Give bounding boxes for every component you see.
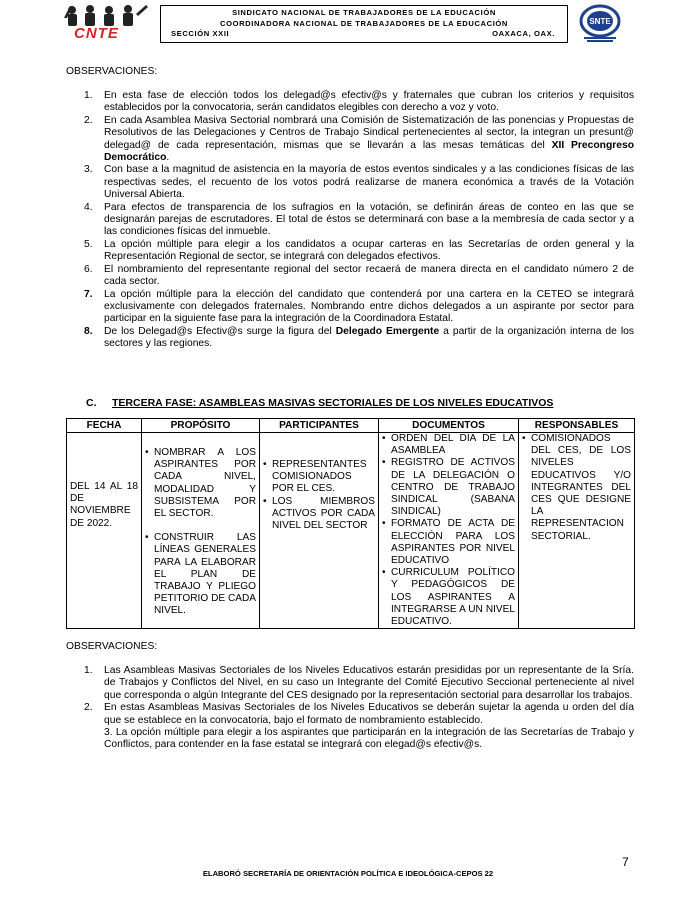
participantes-item: • LOS MIEMBROS ACTIVOS POR CADA NIVEL DEL SECTOR [263, 496, 375, 533]
phase-table [66, 418, 635, 629]
list-item: 2. En cada Asamblea Masiva Sectorial nombrará una Comisión de Sistematización de las ponencias y Propuestas de Resolutivos de las Delegaciones y Centros de Trabajo Sindical pertenecientes al sector, la integran un presunt@ delegad@ de cada representación, mismas que se llevarán a las mesas temáticas del XII Precongreso Democrático. [84, 114, 634, 164]
list-item: 1. En esta fase de elección todos los delegad@s efectiv@s y fraternales que cubran los criterios y requisitos establecidos por la convocatoria, serán candidatos elegibles con derecho a voz y voto. [84, 90, 634, 114]
cell-participantes [260, 433, 379, 629]
list-item: 6. El nombramiento del representante regional del sector recaerá de manera directa en el candidato número 2 de cada sector. [84, 263, 634, 288]
header-title-box [160, 5, 568, 43]
header-documentos: DOCUMENTOS [379, 419, 519, 433]
cell-documentos [379, 433, 519, 629]
section-c-title-text: TERCERA FASE: ASAMBLEAS MASIVAS SECTORIALES DE LOS NIVELES EDUCATIVOS [112, 397, 554, 409]
header-line-2: COORDINADORA NACIONAL DE TRABAJADORES DE LA EDUCACIÓN [219, 18, 509, 28]
table-row [67, 433, 635, 629]
list-item: 8. De los Delegad@s Efectiv@s surge la figura del Delegado Emergente a partir de la organización interna de los sectores y las regiones. [84, 325, 634, 350]
snte-logo-text: SNTE [589, 17, 611, 26]
documentos-item: • CURRICULUM POLÍTICO Y PEDAGÓGICOS DE LOS ASPIRANTES A INTEGRARSE A UN NIVEL EDUCATIVO. [382, 567, 515, 628]
section-c-title [86, 397, 553, 409]
observaciones-list-2 [66, 665, 634, 752]
observaciones-heading-1: OBSERVACIONES: [66, 66, 158, 77]
list-item: 3. Con base a la magnitud de asistencia en la mayoría de estos eventos sindicales y a las condiciones físicas de las respectivas sedes, el recuento de los votos podrá realizarse de manera económica a través de la Votación Universal Abierta. [84, 164, 634, 201]
snte-logo [578, 4, 622, 44]
header-participantes: PARTICIPANTES [260, 419, 379, 433]
observaciones-heading-2: OBSERVACIONES: [66, 641, 158, 652]
header-line-3 [161, 29, 567, 40]
list-item: 7. La opción múltiple para la elección del candidato que contenderá por una cartera en la CETEO se integrará exclusivamente con delegados fraternales. Nombrando entre dichos delegados a un aspirante por sector para participar en la siguiente fase para la integración de la Coordinadora Estatal. [84, 288, 634, 325]
list-item: 2. En estas Asambleas Masivas Sectoriales de los Niveles Educativos se deberán sujetar la agenda u orden del día que se establece en la convocatoria, bajo el formato de nombramiento establecido. [84, 702, 634, 726]
page-header [62, 4, 622, 44]
cell-proposito [142, 433, 260, 629]
page-footer: ELABORÓ SECRETARÍA DE ORIENTACIÓN POLÍTICA E IDEOLÓGICA-CEPOS 22 [202, 869, 494, 878]
cell-fecha: DEL 14 AL 18 DE NOVIEMBRE DE 2022. [67, 433, 142, 629]
cell-responsables [519, 433, 635, 629]
cnte-logo [62, 4, 152, 44]
header-proposito: PROPÓSITO [142, 419, 260, 433]
observaciones-list-1 [66, 90, 634, 351]
proposito-item: • NOMBRAR A LOS ASPIRANTES POR CADA NIVEL, MODALIDAD Y SUBSISTEMA POR EL SECTOR. [145, 447, 256, 520]
documentos-item: • REGISTRO DE ACTIVOS DE LA DELEGACIÓN O CENTRO DE TRABAJO SINDICAL (SABANA SINDICAL) [382, 457, 515, 518]
documentos-item: • FORMATO DE ACTA DE ELECCIÓN PARA LOS ASPIRANTES POR NIVEL EDUCATIVO [382, 518, 515, 567]
proposito-item: • CONSTRUIR LAS LÍNEAS GENERALES PARA LA ELABORAR EL PLAN DE TRABAJO Y PLIEGO PETITORIO DE CADA NIVEL. [145, 532, 256, 617]
participantes-item: • REPRESENTANTES COMISIONADOS POR EL CES. [263, 459, 375, 496]
table-header-row [67, 419, 635, 433]
responsables-item: • COMISIONADOS DEL CES, DE LOS NIVELES EDUCATIVOS Y/O INTEGRANTES DEL CES QUE DESIGNE LA REPRESENTACION SECTORIAL. [522, 433, 631, 543]
header-fecha: FECHA [67, 419, 142, 433]
snte-seal-icon [578, 4, 622, 44]
header-line-1: SINDICATO NACIONAL DE TRABAJADORES DE LA EDUCACIÓN [232, 8, 496, 17]
list-item: 4. Para efectos de transparencia de los sufragios en la votación, se definirán áreas de conteo en las que se designarán parejas de escrutadores. El total de éstos se determinará con base a la membresía de cada sector y a las condiciones físicas del inmueble. [84, 201, 634, 238]
cnte-logo-text: CNTE [74, 25, 119, 42]
header-section: SECCIÓN XXII [171, 29, 230, 38]
list-item-3: 3. La opción múltiple para elegir a los aspirantes que participarán en la integración de las Secretarías de Trabajo y Conflictos, para contender en la fase estatal se integrará con elegad@s efectiv@s. [104, 727, 634, 751]
documentos-item: • ORDEN DEL DIA DE LA ASAMBLEA [382, 433, 515, 457]
list-item: 1. Las Asambleas Masivas Sectoriales de los Niveles Educativos estarán presididas por un representante de la Sría. de Trabajos y Conflictos del Nivel, en su caso un Integrante del Comité Ejecutivo Seccional perteneciente al nivel que corresponda o algún Integrante del CES designado por la representación sectorial para desarrollar los trabajos. [84, 665, 634, 701]
list-item: 5. La opción múltiple para elegir a los candidatos a ocupar carteras en las Secretarías de orden general y la Representación Regional de sector, se integrará con delegados efectivos. [84, 238, 634, 263]
page-number: 7 [622, 855, 629, 869]
header-responsables: RESPONSABLES [519, 419, 635, 433]
section-c-letter: C. [86, 397, 97, 409]
header-location: OAXACA, OAX. [492, 29, 555, 38]
